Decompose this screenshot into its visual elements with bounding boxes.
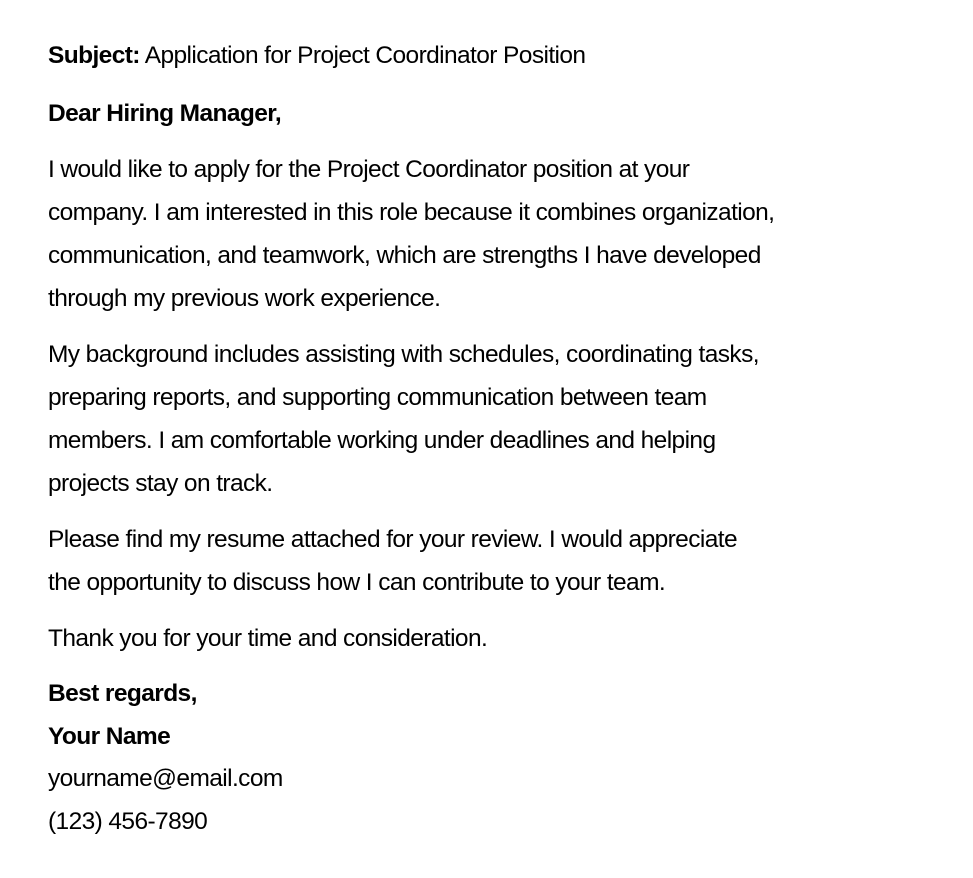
paragraph-resume xyxy=(48,518,958,604)
paragraph-line: I would like to apply for the Project Coordinator position at your xyxy=(48,156,690,183)
paragraph-line: projects stay on track. xyxy=(48,470,273,497)
paragraph-line: through my previous work experience. xyxy=(48,285,441,312)
signature-block xyxy=(48,673,958,843)
paragraph-line: communication, and teamwork, which are strengths I have developed xyxy=(48,242,761,269)
paragraph-intro xyxy=(48,148,958,320)
signature-email: yourname@email.com xyxy=(48,765,283,792)
signature-phone: (123) 456-7890 xyxy=(48,807,208,835)
subject-text: Application for Project Coordinator Position xyxy=(139,42,586,69)
paragraph-line: preparing reports, and supporting communication between team xyxy=(48,384,707,411)
paragraph-line: My background includes assisting with schedules, coordinating tasks, xyxy=(48,341,759,368)
subject-label: Subject: xyxy=(48,42,140,69)
paragraph-line: members. I am comfortable working under deadlines and helping xyxy=(48,427,716,454)
closing: Best regards, xyxy=(48,680,197,707)
greeting: Dear Hiring Manager, xyxy=(48,100,282,127)
paragraph-line: Thank you for your time and consideration. xyxy=(48,625,488,652)
paragraph-line: company. I am interested in this role because it combines organization, xyxy=(48,199,775,226)
paragraph-line: the opportunity to discuss how I can contribute to your team. xyxy=(48,569,666,596)
subject-line xyxy=(48,36,958,76)
paragraph-line: Please find my resume attached for your review. I would appreciate xyxy=(48,526,737,553)
paragraph-background xyxy=(48,333,958,505)
paragraph-thanks xyxy=(48,617,958,660)
cover-letter xyxy=(48,36,958,843)
signature-name: Your Name xyxy=(48,722,171,750)
